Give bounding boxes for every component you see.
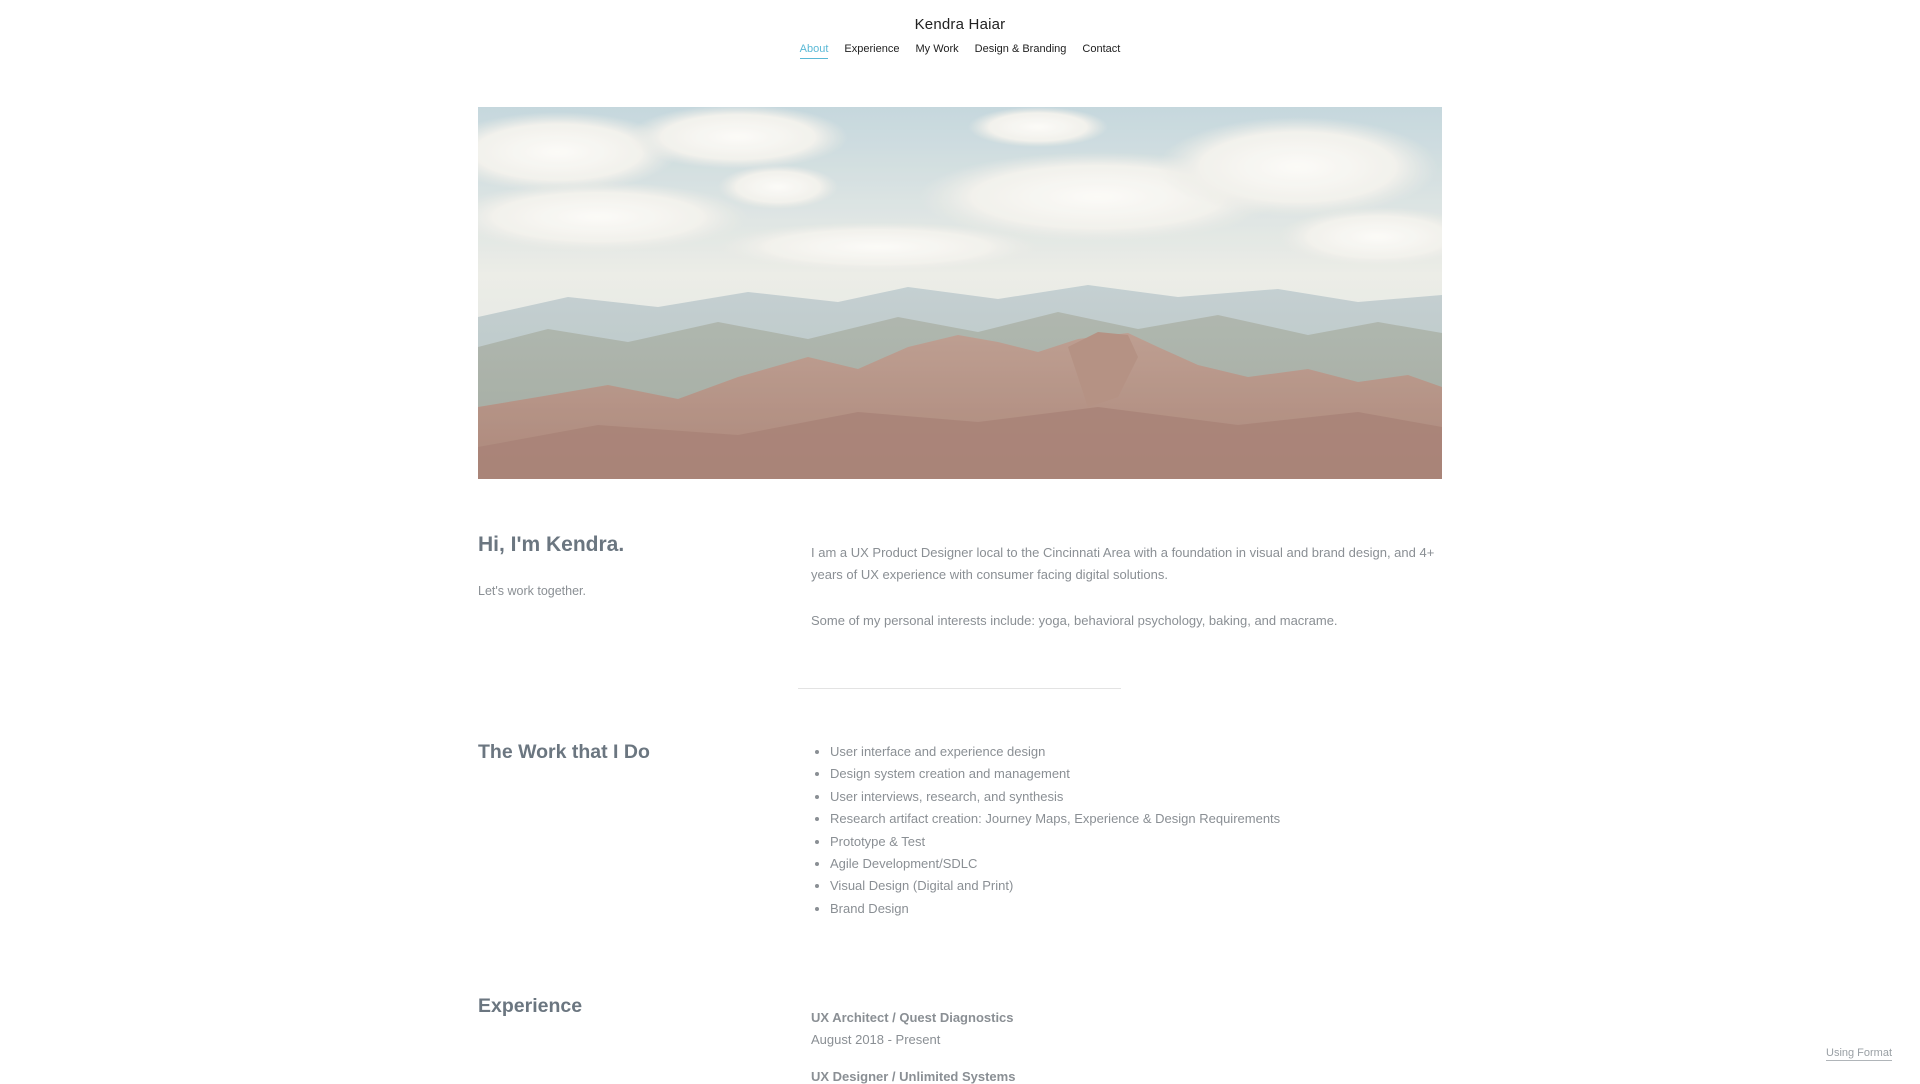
intro-subheading: Let's work together. <box>478 584 587 598</box>
section-divider <box>798 688 1121 689</box>
experience-heading: Experience <box>478 995 583 1017</box>
list-item: • User interface and experience design <box>830 741 1280 763</box>
intro-paragraph-1: I am a UX Product Designer local to the Cincinnati Area with a foundation in visual and brand design, and 4+ years of UX experience with consumer facing digital solutions. <box>811 545 1435 582</box>
list-item: • User interviews, research, and synthesis <box>830 786 1280 808</box>
nav-item-design-branding[interactable]: Design & Branding <box>974 43 1067 55</box>
job-title: UX Designer / Unlimited Systems <box>811 1069 1016 1084</box>
nav-item-contact[interactable]: Contact <box>1082 43 1121 55</box>
work-list <box>811 741 1280 920</box>
list-item: • Visual Design (Digital and Print) <box>830 875 1280 897</box>
job-title: UX Architect / Quest Diagnostics <box>811 1010 1014 1025</box>
using-format-link[interactable]: Using Format <box>1826 1047 1893 1059</box>
list-item: • Agile Development/SDLC <box>830 853 1280 875</box>
nav-item-about[interactable]: About <box>800 43 829 59</box>
mountain-landscape-image <box>478 107 1442 479</box>
list-item: • Design system creation and management <box>830 763 1280 785</box>
list-item: • Prototype & Test <box>830 831 1280 853</box>
work-heading: The Work that I Do <box>478 741 650 763</box>
intro-heading: Hi, I'm Kendra. <box>478 533 625 556</box>
site-header <box>0 0 1920 70</box>
job-dates: August 2018 - Present <box>811 1032 941 1047</box>
nav-item-experience[interactable]: Experience <box>844 43 900 55</box>
list-item: • Brand Design <box>830 898 1280 920</box>
main-nav <box>0 43 1920 59</box>
nav-item-my-work[interactable]: My Work <box>915 43 959 55</box>
list-item: • Research artifact creation: Journey Maps, Experience & Design Requirements <box>830 808 1280 830</box>
intro-paragraph-2: Some of my personal interests include: yoga, behavioral psychology, baking, and macrame. <box>811 613 1338 628</box>
hero-image <box>478 107 1442 479</box>
site-title[interactable]: Kendra Haiar <box>914 16 1006 33</box>
